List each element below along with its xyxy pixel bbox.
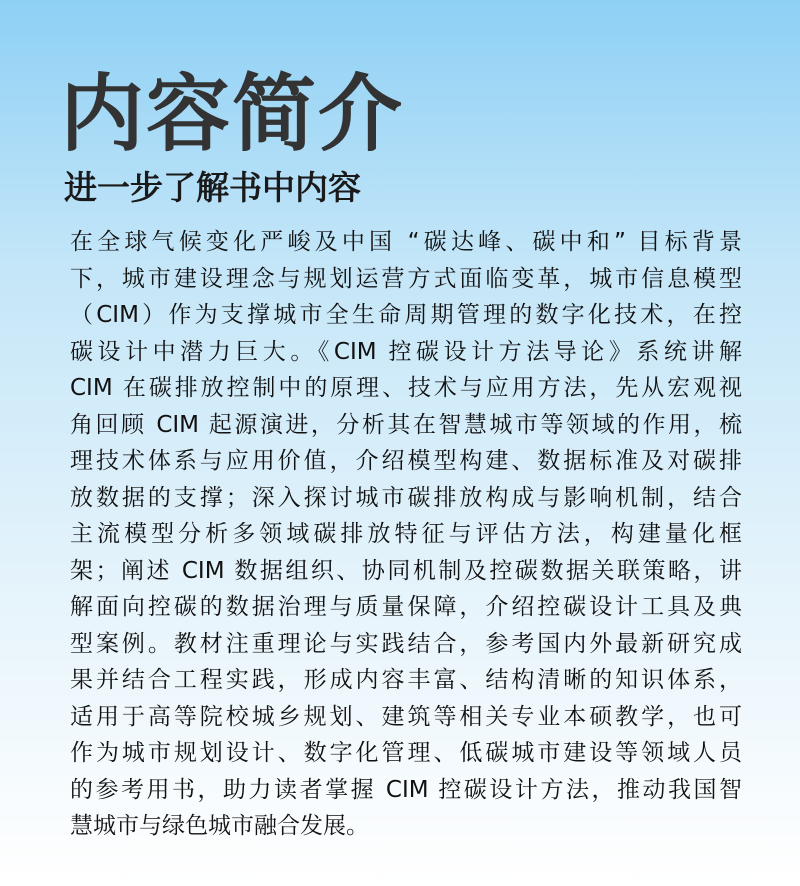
paragraph-line: 型案例。教材注重理论与实践结合，参考国内外最新研究成 xyxy=(70,630,742,657)
paragraph-line: 解面向控碳的数据治理与质量保障，介绍控碳设计工具及典 xyxy=(70,594,742,620)
page-subtitle: 进一步了解书中内容 xyxy=(64,168,361,207)
paragraph-line: 主流模型分析多领域碳排放特征与评估方法，构建量化框 xyxy=(70,521,742,547)
paragraph-line: 的参考用书，助力读者掌握 CIM 控碳设计方法，推动我国智 xyxy=(70,776,742,803)
paragraph-line: 碳设计中潜力巨大。《CIM 控碳设计方法导论》系统讲解 xyxy=(70,338,742,365)
paragraph-line: 角回顾 CIM 起源演进，分析其在智慧城市等领域的作用，梳 xyxy=(70,411,742,438)
paragraph-line: 放数据的支撑；深入探讨城市碳排放构成与影响机制，结合 xyxy=(70,484,742,511)
paragraph-line: CIM 在碳排放控制中的原理、技术与应用方法，先从宏观视 xyxy=(70,375,742,401)
paragraph-line: 下，城市建设理念与规划运营方式面临变革，城市信息模型 xyxy=(70,265,742,292)
intro-paragraph xyxy=(70,224,742,845)
paragraph-line: 果并结合工程实践，形成内容丰富、结构清晰的知识体系， xyxy=(70,667,742,693)
paragraph-line: 架；阐述 CIM 数据组织、协同机制及控碳数据关联策略，讲 xyxy=(70,557,742,584)
paragraph-line: 适用于高等院校城乡规划、建筑等相关专业本硕教学，也可 xyxy=(70,703,742,730)
paragraph-line: 作为城市规划设计、数字化管理、低碳城市建设等领域人员 xyxy=(70,740,742,766)
page-title: 内容简介 xyxy=(60,65,405,163)
paragraph-line: （CIM）作为支撑城市全生命周期管理的数字化技术，在控 xyxy=(70,302,742,328)
paragraph-line: 慧城市与绿色城市融合发展。 xyxy=(70,813,369,839)
paragraph-line: 理技术体系与应用价值，介绍模型构建、数据标准及对碳排 xyxy=(70,448,742,474)
paragraph-line: 在全球气候变化严峻及中国 “碳达峰、碳中和” 目标背景 xyxy=(70,229,742,255)
